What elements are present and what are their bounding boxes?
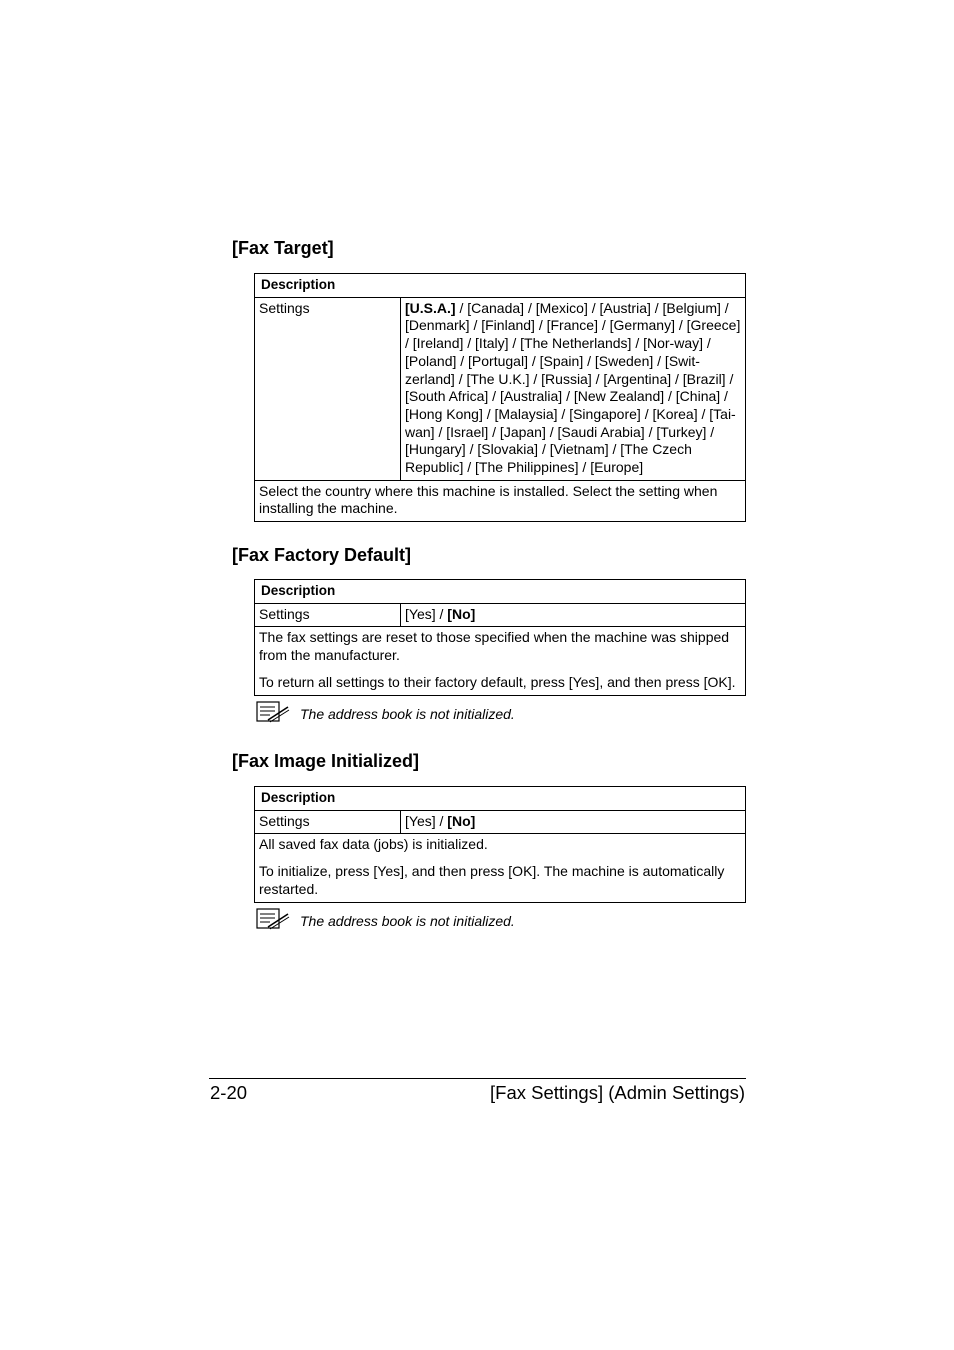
default-option: [No] <box>447 605 476 622</box>
table-header-row <box>255 787 746 811</box>
note-text: The address book is not initialized. <box>300 706 515 722</box>
options-list: [Yes] / <box>405 605 448 622</box>
section-title-fax-image-initialized: [Fax Image Initialized] <box>232 751 420 771</box>
memo-pencil-icon <box>256 908 290 930</box>
description-text: To return all settings to their factory default, press [Yes], and then press [OK]. <box>259 673 736 690</box>
table-header-row <box>255 580 746 604</box>
description-text: The fax settings are reset to those specified when the machine was shipped from the manufacturer. <box>259 629 730 664</box>
memo-pencil-icon <box>256 701 290 723</box>
settings-value <box>401 297 746 480</box>
description-cell <box>255 834 746 902</box>
note-text: The address book is not initialized. <box>300 913 515 929</box>
settings-label: Settings <box>255 810 401 834</box>
settings-value <box>401 810 746 834</box>
footer-rule <box>209 1078 746 1079</box>
description-text: To initialize, press [Yes], and then press [OK]. The machine is automatically restarted. <box>259 863 725 897</box>
settings-row <box>255 603 746 627</box>
description-cell <box>255 480 746 521</box>
page-number: 2-20 <box>210 1082 248 1103</box>
note <box>256 701 515 723</box>
table-header: Description <box>255 274 746 298</box>
fax-target-table <box>254 273 746 522</box>
fax-image-initialized-table <box>254 786 746 903</box>
settings-row <box>255 810 746 834</box>
description-text: All saved fax data (jobs) is initialized. <box>259 836 488 853</box>
default-option: [No] <box>447 812 476 829</box>
table-header-row <box>255 274 746 298</box>
settings-label: Settings <box>255 297 401 480</box>
fax-factory-default-table <box>254 579 746 696</box>
description-text: Select the country where this machine is installed. Select the setting when installing the machine. <box>259 482 718 517</box>
settings-value <box>401 603 746 627</box>
default-option: [U.S.A.] <box>405 299 456 316</box>
description-row <box>255 627 746 695</box>
description-cell <box>255 627 746 695</box>
section-title-fax-target: [Fax Target] <box>232 238 334 258</box>
options-list: / [Canada] / [Mexico] / [Austria] / [Belgium] / [Denmark] / [Finland] / [France] / [Germany] / [Greece] / [Ireland] / [Italy] / [The Netherlands] / [Nor-way] / [Poland] / [Portugal] / [Spain] / [Sweden] / [Swit-zerland] / [The U.K.] / [Russia] / [Argentina] / [Brazil] / [South Africa] / [Australia] / [New Zealand] / [China] / [Hong Kong] / [Malaysia] / [Singapore] / [Korea] / [Tai-wan] / [Israel] / [Japan] / [Saudi Arabia] / [Turkey] / [Hungary] / [Slovakia] / [Vietnam] / [The Czech Republic] / [The Philippines] / [Europe] <box>405 299 741 476</box>
description-row <box>255 834 746 902</box>
description-row <box>255 480 746 521</box>
table-header: Description <box>255 580 746 604</box>
table-header: Description <box>255 787 746 811</box>
section-title-fax-factory-default: [Fax Factory Default] <box>232 545 412 565</box>
settings-label: Settings <box>255 603 401 627</box>
chapter-title: [Fax Settings] (Admin Settings) <box>490 1082 745 1103</box>
settings-row <box>255 297 746 480</box>
options-list: [Yes] / <box>405 812 448 829</box>
note <box>256 908 515 930</box>
